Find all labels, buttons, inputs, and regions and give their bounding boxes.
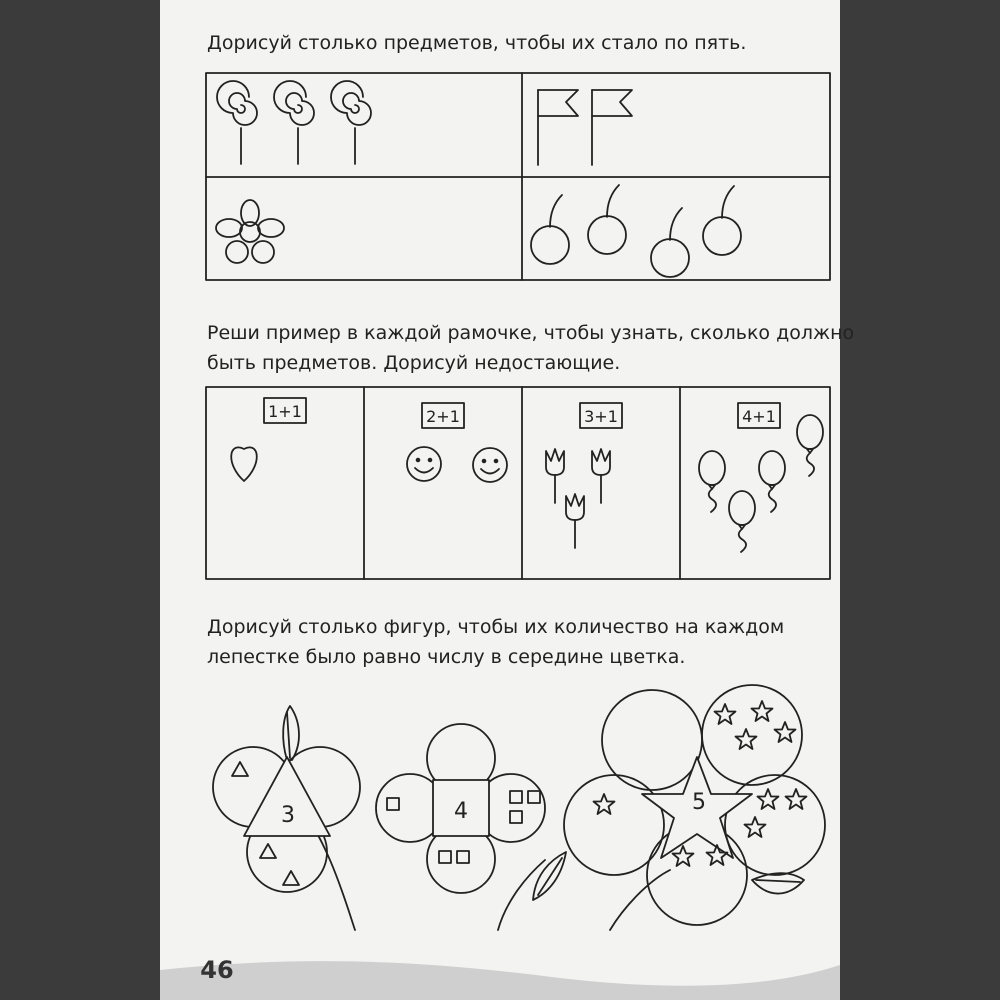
flag-icon xyxy=(592,90,632,165)
cherry-icon xyxy=(651,208,689,277)
triangle-icon xyxy=(260,844,276,858)
task3-instruction-line1: Дорисуй столько фигур, чтобы их количество на каждом xyxy=(207,616,785,638)
square-icon xyxy=(387,798,399,810)
task3-instruction-line2: лепестке было равно числу в середине цветка. xyxy=(207,646,686,668)
leaf-icon xyxy=(752,873,804,893)
lollipop-icon xyxy=(331,81,371,164)
square-icon xyxy=(510,791,522,803)
flower-center-number: 5 xyxy=(692,790,706,815)
flag-icon xyxy=(538,90,578,165)
cherry-icon xyxy=(703,186,741,255)
triangle-icon xyxy=(283,871,299,885)
footer-wave xyxy=(160,961,840,1000)
flower-2 xyxy=(376,724,566,930)
star-icon xyxy=(758,789,779,809)
example-text: 1+1 xyxy=(268,402,302,421)
heart-icon xyxy=(231,447,257,481)
balloon-icon xyxy=(699,451,725,512)
lollipop-icon xyxy=(217,81,257,164)
cherry-icon xyxy=(588,185,626,254)
leaf-icon xyxy=(283,706,299,760)
cherries-cell xyxy=(531,185,741,277)
star-icon xyxy=(594,794,615,814)
star-icon xyxy=(736,729,757,749)
flower-icon xyxy=(216,200,284,263)
star-icon xyxy=(715,704,736,724)
example-box xyxy=(580,403,622,428)
example-box xyxy=(738,403,780,428)
flower-center-number: 4 xyxy=(454,799,468,824)
task2-instruction-line2: быть предметов. Дорисуй недостающие. xyxy=(207,352,621,374)
star-icon xyxy=(786,789,807,809)
example-text: 3+1 xyxy=(584,407,618,426)
star-icon xyxy=(745,817,766,837)
balloon-icon xyxy=(729,491,755,552)
task2-instruction-line1: Реши пример в каждой рамочке, чтобы узнать, сколько должно xyxy=(207,322,855,344)
smiley-icon xyxy=(407,447,441,481)
flags-cell xyxy=(538,90,632,165)
square-icon xyxy=(528,791,540,803)
tulip-icon xyxy=(546,449,564,503)
task1-instruction: Дорисуй столько предметов, чтобы их стало по пять. xyxy=(207,32,747,54)
cherry-icon xyxy=(531,195,569,264)
star-icon xyxy=(775,722,796,742)
lollipops-cell xyxy=(217,81,371,164)
triangle-icon xyxy=(232,762,248,776)
tulip-icon xyxy=(592,449,610,503)
square-icon xyxy=(457,851,469,863)
flower-1 xyxy=(213,706,360,930)
tulip-icon xyxy=(566,494,584,548)
flower-3 xyxy=(564,685,825,930)
star-icon xyxy=(752,701,773,721)
balloon-icon xyxy=(797,415,823,476)
square-icon xyxy=(439,851,451,863)
example-box xyxy=(422,403,464,428)
example-box xyxy=(264,398,306,423)
example-text: 4+1 xyxy=(742,407,776,426)
flower-center-number: 3 xyxy=(281,803,295,828)
petal xyxy=(725,775,825,875)
balloon-icon xyxy=(759,451,785,512)
petal xyxy=(702,685,802,785)
smiley-icon xyxy=(473,448,507,482)
lollipop-icon xyxy=(274,81,314,164)
page-number: 46 xyxy=(200,956,234,984)
square-icon xyxy=(510,811,522,823)
example-text: 2+1 xyxy=(426,407,460,426)
